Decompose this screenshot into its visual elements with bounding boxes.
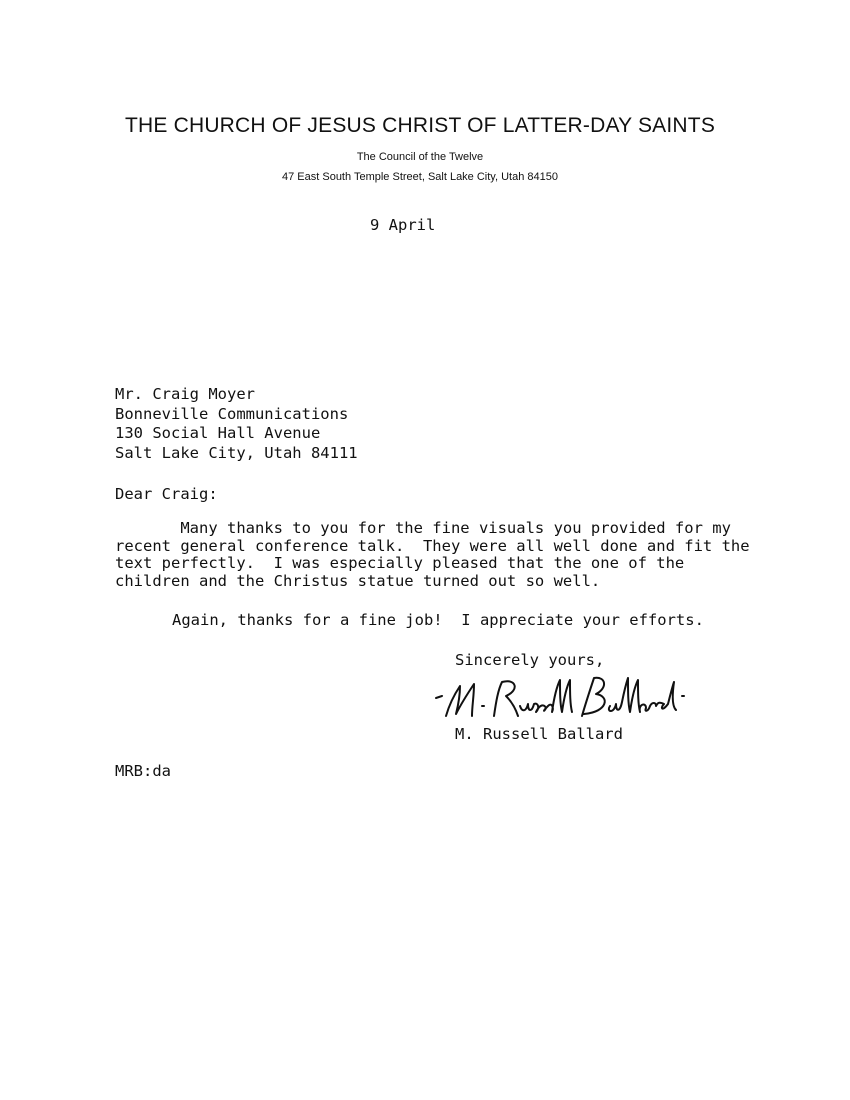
letterhead-address: 47 East South Temple Street, Salt Lake City, Utah 84150 (282, 171, 558, 183)
salutation: Dear Craig: (115, 485, 218, 503)
body-line: text perfectly. I was especially pleased that the one of the (115, 554, 685, 572)
organization-name: THE CHURCH OF JESUS CHRIST OF LATTER-DAY SAINTS (124, 114, 716, 137)
signer-name: M. Russell Ballard (455, 725, 623, 743)
recipient-street: 130 Social Hall Avenue (115, 424, 321, 442)
recipient-address-block (115, 385, 358, 463)
body-paragraph (115, 519, 750, 590)
letterhead (0, 112, 840, 184)
typist-initials: MRB:da (115, 762, 171, 780)
recipient-city: Salt Lake City, Utah 84111 (115, 443, 358, 462)
letter-date: 9 April (370, 216, 436, 234)
handwritten-signature (432, 672, 692, 724)
sign-off: Sincerely yours, (455, 651, 605, 669)
recipient-name: Mr. Craig Moyer (115, 385, 255, 403)
closing-paragraph: Again, thanks for a fine job! I appreciate your efforts. (172, 611, 704, 629)
body-line: recent general conference talk. They were all well done and fit the (115, 536, 750, 555)
body-line: Many thanks to you for the fine visuals you provided for my (115, 519, 731, 537)
recipient-company: Bonneville Communications (115, 404, 349, 423)
council-name: The Council of the Twelve (356, 151, 484, 163)
body-line: children and the Christus statue turned out so well. (115, 571, 601, 590)
